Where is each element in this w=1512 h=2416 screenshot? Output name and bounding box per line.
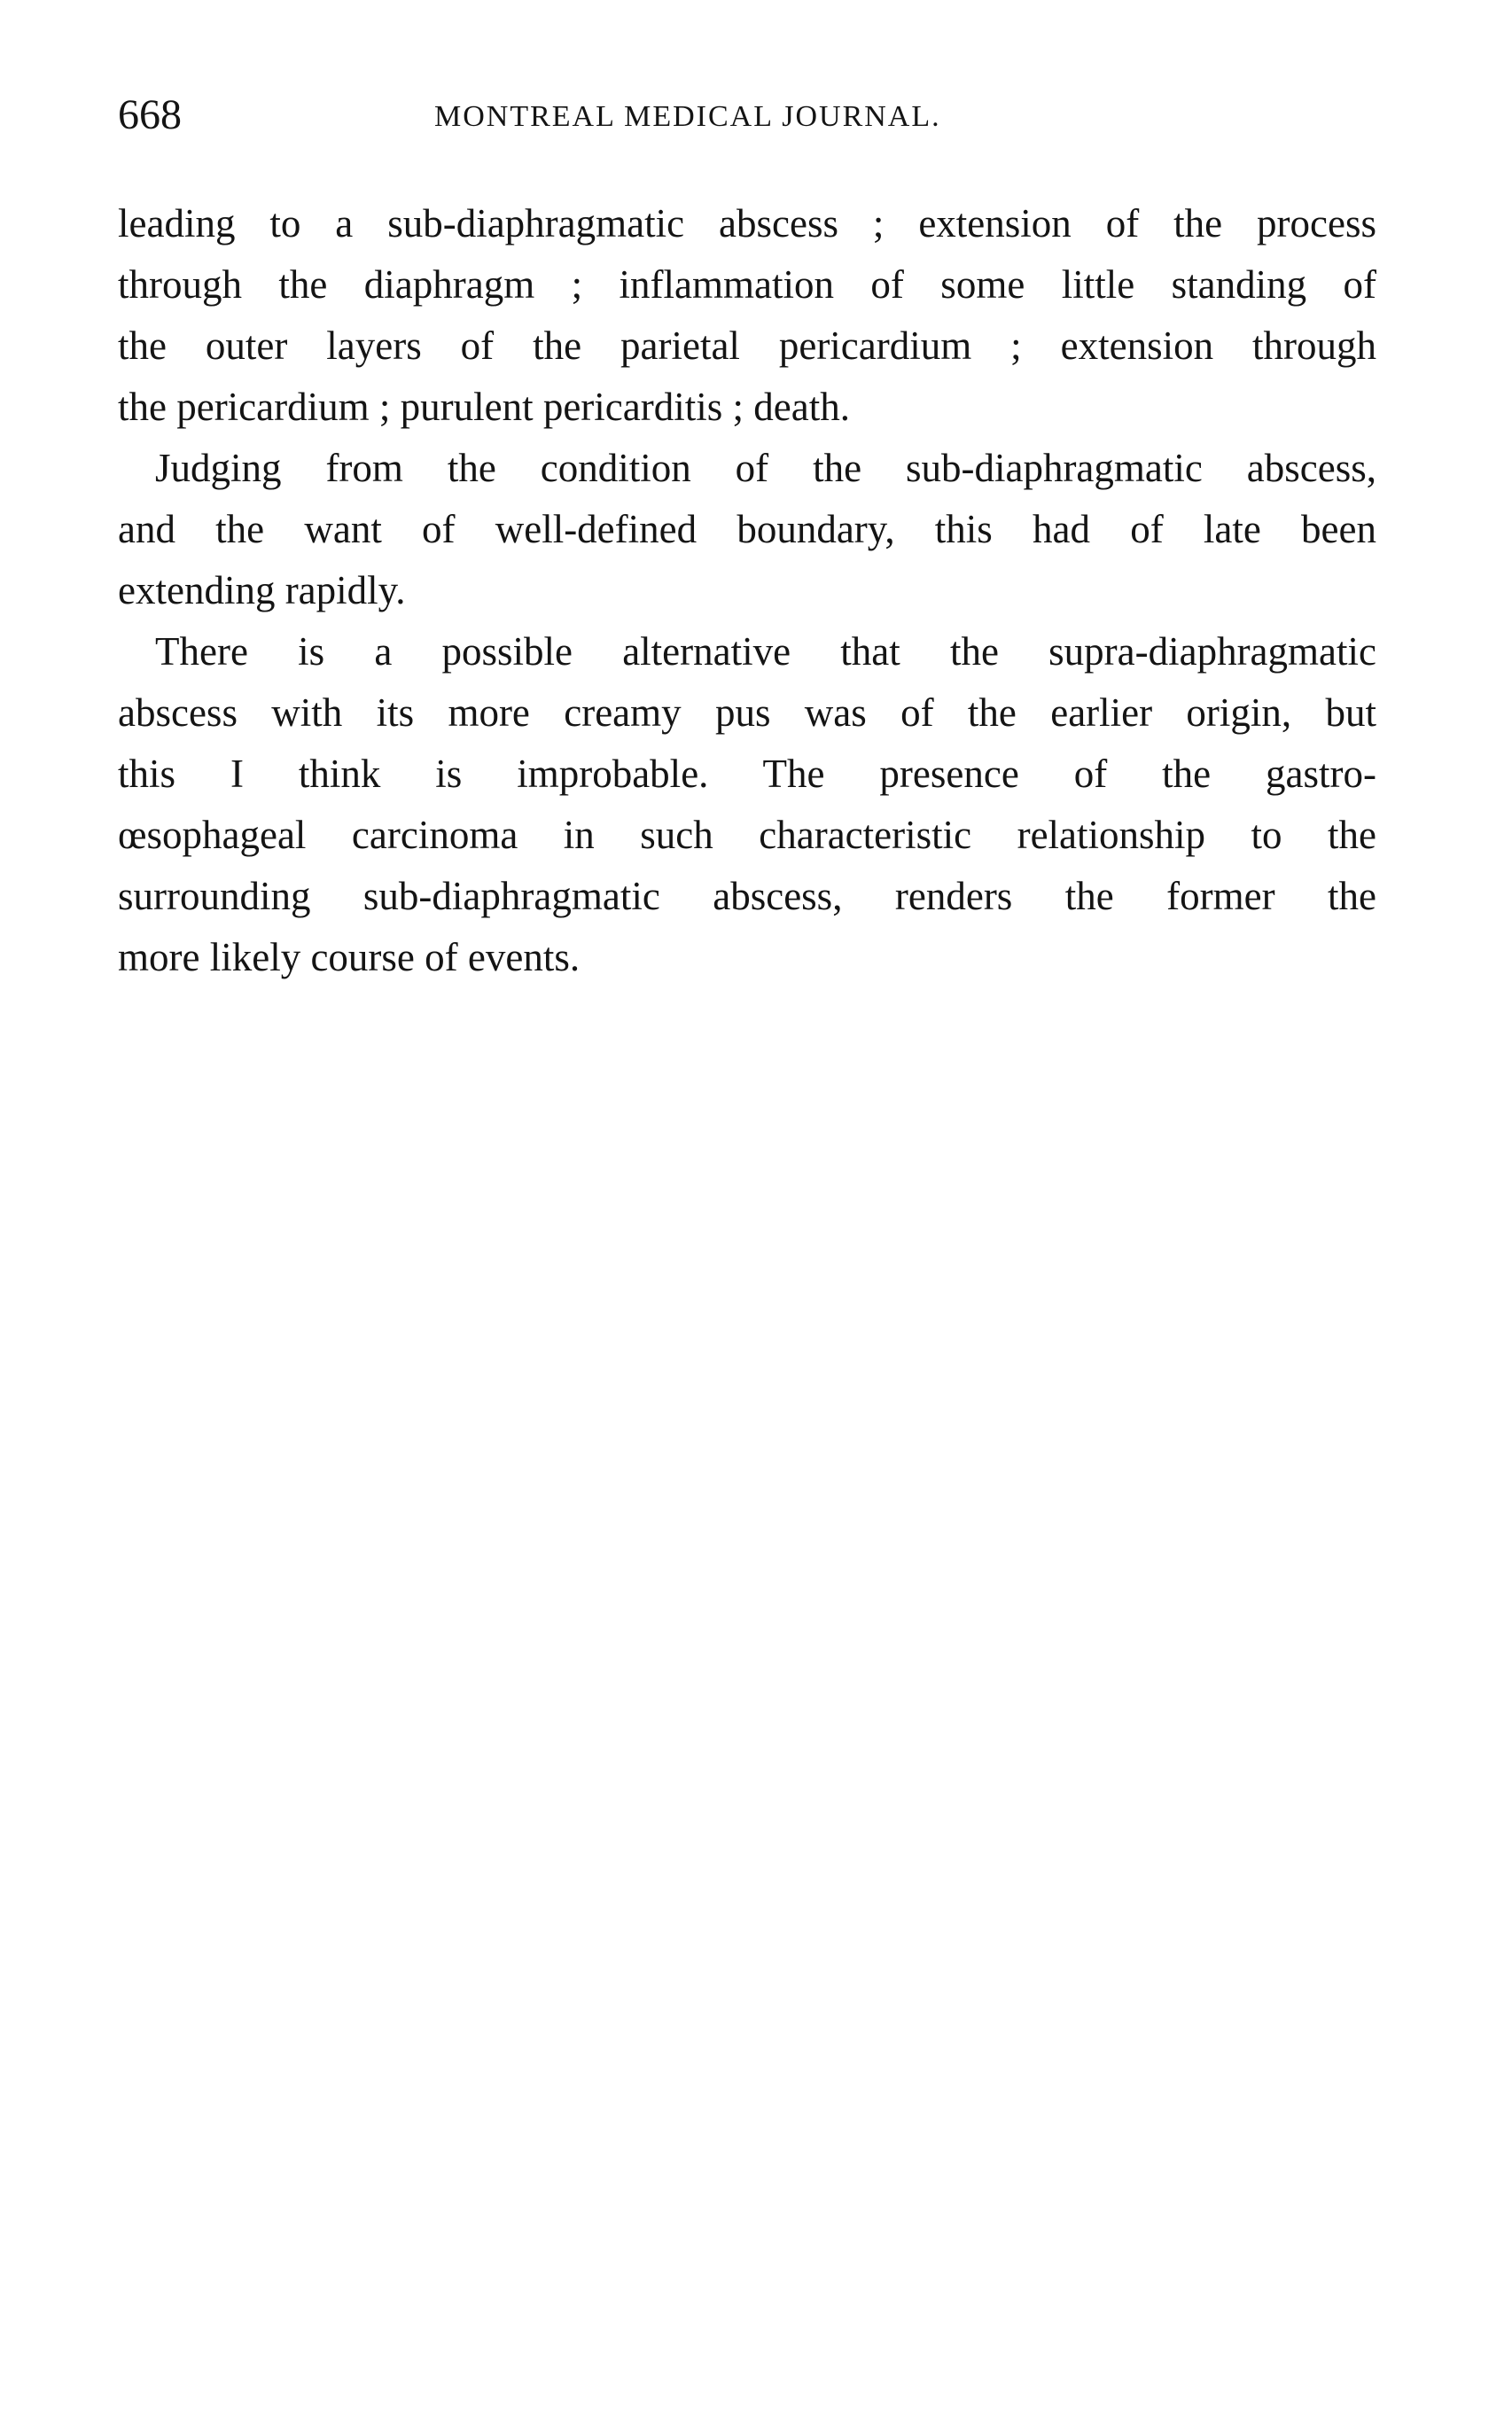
text-line: surrounding sub-diaphragmatic abscess, renders the former the	[118, 874, 1376, 918]
running-title: MONTREAL MEDICAL JOURNAL.	[434, 100, 941, 133]
page-header	[118, 89, 1376, 142]
text-line: the outer layers of the parietal pericardium ; extension through	[118, 323, 1376, 368]
paragraph-1	[118, 193, 1376, 438]
text-line: and the want of well-defined boundary, this had of late been	[118, 507, 1376, 551]
paragraph-3	[118, 621, 1376, 988]
text-line: There is a possible alternative that the supra-diaphragmatic	[155, 629, 1376, 674]
text-line: Judging from the condition of the sub-diaphragmatic abscess,	[155, 446, 1376, 490]
paragraph-2	[118, 438, 1376, 621]
article-body	[118, 193, 1376, 988]
text-line: leading to a sub-diaphragmatic abscess ; extension of the process	[118, 201, 1376, 245]
text-line: abscess with its more creamy pus was of the earlier origin, but	[118, 690, 1376, 735]
text-line: more likely course of events.	[118, 935, 581, 979]
page-number: 668	[118, 91, 182, 138]
text-line: the pericardium ; purulent pericarditis ; death.	[118, 385, 850, 429]
text-line: this I think is improbable. The presence of the gastro-	[118, 752, 1376, 796]
text-line: extending rapidly.	[118, 568, 406, 612]
text-line: through the diaphragm ; inflammation of some little standing of	[118, 262, 1376, 307]
text-line: œsophageal carcinoma in such characteristic relationship to the	[118, 813, 1376, 857]
